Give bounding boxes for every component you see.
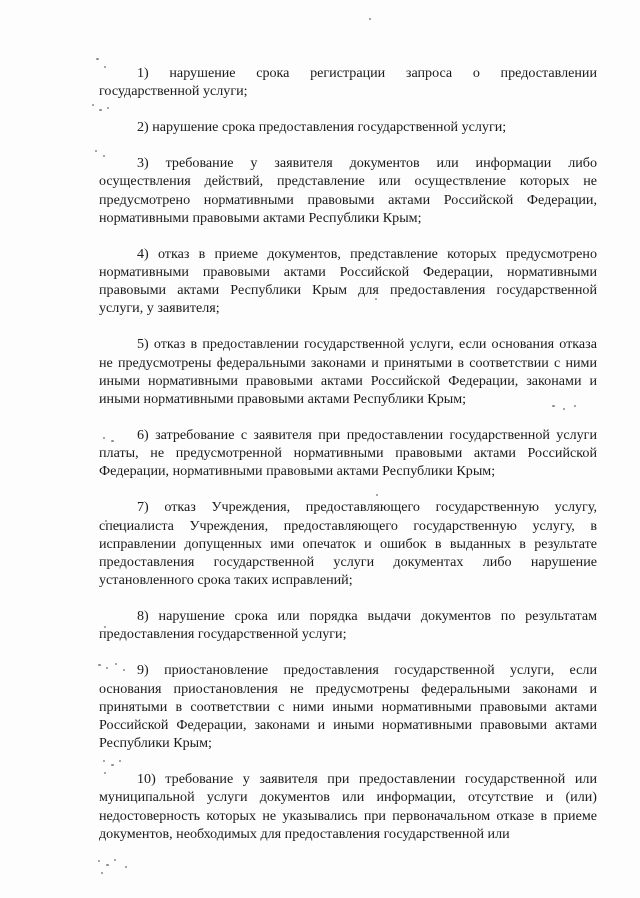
scan-speck	[92, 104, 94, 106]
scan-speck	[101, 872, 103, 874]
list-item: 5) отказ в предоставлении государственной услуги, если основания отказа не предусмотрены федеральными законами и принятыми в соответствии с ними иными нормативными правовыми актами Российской Федерации, законами и иными нормативными правовыми актами Республики Крым;	[99, 336, 597, 408]
scan-speck	[96, 58, 99, 60]
scan-speck	[98, 860, 100, 862]
list-item: 7) отказ Учреждения, предоставляющего государственную услугу, специалиста Учреждения, предоставляющего государственную услугу, в исправлении допущенных ими опечаток и ошибок в выданных в результате предоставления государственной услуги документах либо нарушение установленного срока таких исправлений;	[99, 499, 597, 589]
list-item: 4) отказ в приеме документов, представление которых предусмотрено нормативными правовыми актами Российской Федерации, нормативными правовыми актами Республики Крым для предоставления государственной услуги, у заявителя;	[99, 245, 597, 317]
scan-speck	[106, 864, 109, 866]
list-item: 6) затребование с заявителя при предоставлении государственной услуги платы, не предусмотренной нормативными правовыми актами Российской Федерации, нормативными правовыми актами Республики Крым;	[99, 427, 597, 480]
document-body	[99, 64, 597, 843]
list-item: 10) требование у заявителя при предоставлении государственной или муниципальной услуги документов или информации, отсутствие и (или) недостоверность которых не указывались при первоначальном отказе в приеме документов, необходимых для предоставления государственной или	[99, 771, 597, 842]
scan-speck	[95, 150, 97, 152]
list-item: 9) приостановление предоставления государственной услуги, если основания приостановления не предусмотрены федеральными законами и принятыми в соответствии с ними иными нормативными правовыми актами Российской Федерации, законами и иными нормативными правовыми актами Республики Крым;	[99, 662, 597, 752]
list-item: 1) нарушение срока регистрации запроса о предоставлении государственной услуги;	[99, 65, 597, 100]
list-item: 3) требование у заявителя документов или информации либо осуществления действий, представление или осуществление которых не предусмотрено нормативными правовыми актами Российской Федерации, нормативными правовыми актами Республики Крым;	[99, 155, 597, 226]
scan-speck	[125, 866, 127, 868]
scan-speck	[114, 859, 116, 861]
list-item: 2) нарушение срока предоставления государственной услуги;	[137, 119, 507, 136]
list-item: 8) нарушение срока или порядка выдачи документов по результатам предоставления государственной услуги;	[99, 608, 597, 643]
scan-speck	[369, 18, 371, 20]
